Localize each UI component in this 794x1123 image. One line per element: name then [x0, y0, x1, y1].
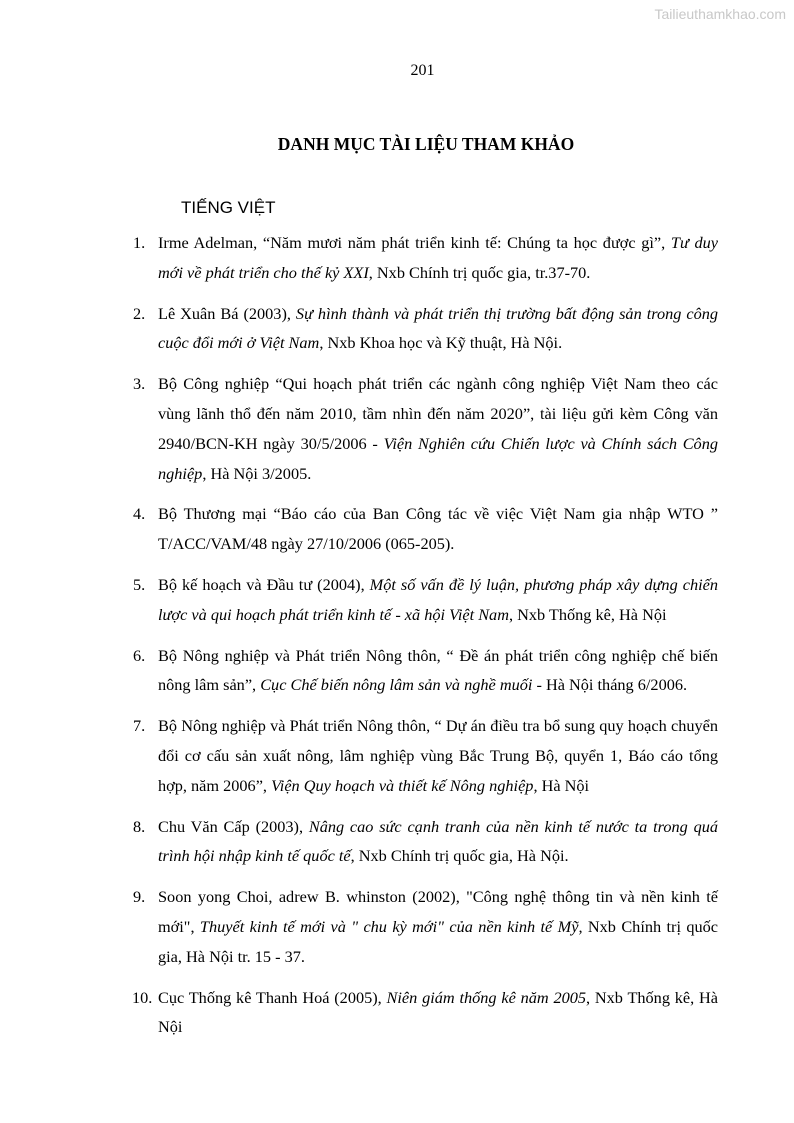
reference-text: [158, 882, 718, 971]
reference-segment: - Hà Nội tháng 6/2006.: [532, 675, 688, 695]
reference-segment: Bộ kế hoạch và Đầu tư (2004),: [158, 574, 370, 594]
reference-title-italic: Viện Quy hoạch và thiết kế Nông nghiệp: [271, 775, 534, 795]
reference-text: [158, 228, 718, 288]
reference-text: [158, 570, 718, 630]
reference-item: [133, 882, 718, 971]
reference-item: [133, 369, 718, 488]
reference-segment: , Nxb Thống kê, Hà Nội: [158, 987, 718, 1037]
reference-title-italic: Thuyết kinh tế mới và " chu kỳ mới" của nền kinh tế Mỹ,: [199, 916, 583, 936]
reference-segment: , Nxb Khoa học và Kỹ thuật, Hà Nội.: [319, 333, 563, 353]
reference-number: 4.: [133, 504, 146, 524]
reference-segment: Cục Thống kê Thanh Hoá (2005),: [158, 987, 387, 1007]
reference-item: [133, 983, 718, 1043]
reference-text: [158, 711, 718, 800]
reference-number: 8.: [133, 816, 146, 836]
reference-title-italic: Tư duy mới về phát triển cho thế kỷ XXI: [158, 233, 719, 282]
reference-item: [133, 812, 718, 872]
reference-segment: , Hà Nội 3/2005.: [202, 463, 312, 483]
reference-segment: Bộ Công nghiệp “Qui hoạch phát triển các ngành công nghiệp Việt Nam theo các vùng lãnh thổ đến năm 2010, tầm nhìn đến năm 2020”, tài liệu gửi kèm Công văn 2940/BCN-KH ngày 30/5/2006 -: [158, 374, 718, 453]
reference-number: 7.: [133, 716, 146, 736]
section-heading: TIẾNG VIỆT: [181, 198, 276, 217]
reference-number: 6.: [133, 645, 146, 665]
reference-text: [158, 369, 718, 488]
reference-segment: Soon yong Choi, adrew B. whinston (2002), "Công nghệ thông tin và nền kinh tế mới",: [158, 887, 718, 936]
reference-list: [133, 228, 718, 1053]
reference-number: 2.: [133, 303, 146, 323]
reference-title-italic: Sự hình thành và phát triển thị trường bất động sản trong công cuộc đổi mới ở Việt Nam: [158, 303, 718, 353]
reference-segment: Nxb Chính trị quốc gia, Hà Nội tr. 15 - 37.: [158, 916, 719, 966]
reference-text: [158, 812, 718, 872]
page-number: 201: [410, 62, 435, 79]
reference-segment: , Nxb Chính trị quốc gia, tr.37-70.: [368, 262, 591, 282]
page-title: DANH MỤC TÀI LIỆU THAM KHẢO: [277, 134, 575, 154]
reference-item: [133, 299, 718, 359]
reference-segment: Lê Xuân Bá (2003),: [158, 303, 296, 323]
reference-segment: , Nxb Thống kê, Hà Nội: [508, 604, 667, 624]
reference-number: 1.: [133, 233, 146, 252]
reference-item: [133, 711, 718, 800]
reference-title-italic: Nâng cao sức cạnh tranh của nền kinh tế nước ta trong quá trình hội nhập kinh tế quốc tế: [158, 816, 718, 866]
watermark: Tailieuthamkhao.com: [654, 6, 786, 22]
reference-number: 3.: [133, 374, 146, 394]
reference-segment: Bộ Nông nghiệp và Phát triển Nông thôn, “ Đề án phát triển công nghiệp chế biến nông lâm sản”,: [158, 645, 718, 695]
reference-number: 10.: [132, 987, 153, 1007]
reference-segment: , Nxb Chính trị quốc gia, Hà Nội.: [350, 846, 569, 866]
reference-number: 5.: [133, 574, 146, 594]
reference-title-italic: Một số vấn đề lý luận, phương pháp xây dựng chiến lược và qui hoạch phát triển kinh tế - xã hội Việt Nam: [158, 574, 718, 624]
reference-text: [158, 641, 718, 701]
reference-text: [158, 499, 718, 559]
reference-item: [133, 641, 718, 701]
reference-segment: , Hà Nội: [533, 775, 590, 795]
reference-number: 9.: [133, 887, 146, 907]
reference-text: [158, 299, 718, 359]
reference-title-italic: Niên giám thống kê năm 2005: [386, 987, 587, 1007]
reference-segment: Bộ Thương mại “Báo cáo của Ban Công tác về việc Việt Nam gia nhập WTO ” T/ACC/VAM/48 ngày 27/10/2006 (065-205).: [158, 504, 718, 554]
reference-segment: Irme Adelman, “Năm mươi năm phát triển kinh tế: Chúng ta học được gì”,: [158, 233, 671, 252]
reference-text: [158, 983, 718, 1043]
reference-title-italic: Cục Chế biến nông lâm sản và nghề muối: [260, 675, 533, 695]
reference-item: [133, 228, 718, 288]
reference-segment: Bộ Nông nghiệp và Phát triển Nông thôn, “ Dự án điều tra bổ sung quy hoạch chuyển đổi cơ cấu sản xuất nông, lâm nghiệp vùng Bắc Trung Bộ, quyển 1, Báo cáo tổng hợp, năm 2006”,: [158, 716, 718, 795]
reference-item: [133, 570, 718, 630]
reference-segment: Chu Văn Cấp (2003),: [158, 816, 309, 836]
reference-title-italic: Viện Nghiên cứu Chiến lược và Chính sách Công nghiệp: [158, 433, 718, 483]
reference-item: [133, 499, 718, 559]
